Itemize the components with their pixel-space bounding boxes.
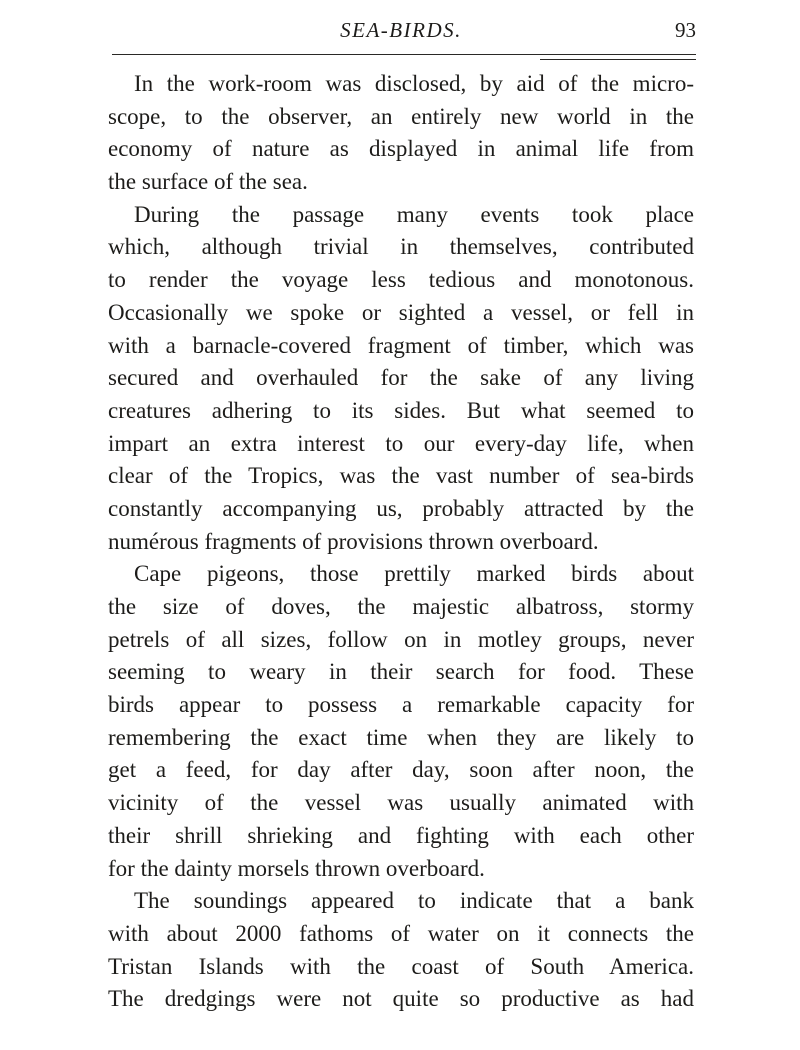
page-number: 93 — [675, 18, 696, 42]
text-line: which, although trivial in themselves, contributed — [108, 234, 694, 260]
text-line: the surface of the sea. — [108, 169, 308, 195]
text-line: Cape pigeons, those prettily marked birds about — [134, 561, 694, 587]
text-line: constantly accompanying us, probably attracted by the — [108, 495, 694, 521]
running-title: SEA-BIRDS. — [340, 18, 462, 42]
text-line: During the passage many events took place — [134, 201, 694, 227]
text-line: Tristan Islands with the coast of South America. — [108, 953, 694, 979]
text-line: with a barnacle-covered fragment of timber, which was — [108, 332, 694, 358]
text-line: numérous fragments of provisions thrown overboard. — [108, 528, 599, 554]
text-line: with about 2000 fathoms of water on it connects the — [108, 920, 694, 946]
paragraph-4 — [108, 885, 694, 1016]
header-rule-secondary — [540, 59, 696, 60]
text-line: scope, to the observer, an entirely new world in the — [108, 103, 694, 129]
text-line: Occasionally we spoke or sighted a vessel, or fell in — [108, 299, 694, 325]
text-line: The soundings appeared to indicate that a bank — [134, 888, 694, 914]
text-line: secured and overhauled for the sake of any living — [108, 365, 694, 391]
paragraph-2 — [108, 199, 694, 559]
paragraph-1 — [108, 68, 694, 199]
paragraph-3 — [108, 558, 694, 885]
text-line: their shrill shrieking and fighting with each other — [108, 822, 694, 848]
text-line: the size of doves, the majestic albatross, stormy — [108, 594, 694, 619]
text-line: economy of nature as displayed in animal life from — [108, 136, 694, 162]
text-line: creatures adhering to its sides. But what seemed to — [108, 397, 694, 423]
text-line: birds appear to possess a remarkable capacity for — [108, 692, 694, 718]
running-head — [108, 18, 694, 48]
text-line: get a feed, for day after day, soon after noon, the — [108, 757, 694, 783]
text-line: In the work-room was disclosed, by aid of the micro- — [134, 71, 694, 96]
text-line: to render the voyage less tedious and monotonous. — [108, 267, 694, 293]
text-line: remembering the exact time when they are likely to — [108, 724, 694, 750]
text-line: The dredgings were not quite so productive as had — [108, 986, 694, 1012]
text-line: seeming to weary in their search for food. These — [108, 659, 694, 685]
text-line: impart an extra interest to our every-day life, when — [108, 430, 694, 456]
header-rule — [112, 54, 696, 55]
text-line: petrels of all sizes, follow on in motley groups, never — [108, 626, 694, 652]
text-line: vicinity of the vessel was usually animated with — [108, 790, 694, 816]
text-line: for the dainty morsels thrown overboard. — [108, 855, 485, 881]
body-text — [108, 68, 694, 1016]
text-line: clear of the Tropics, was the vast number of sea-birds — [108, 463, 694, 489]
